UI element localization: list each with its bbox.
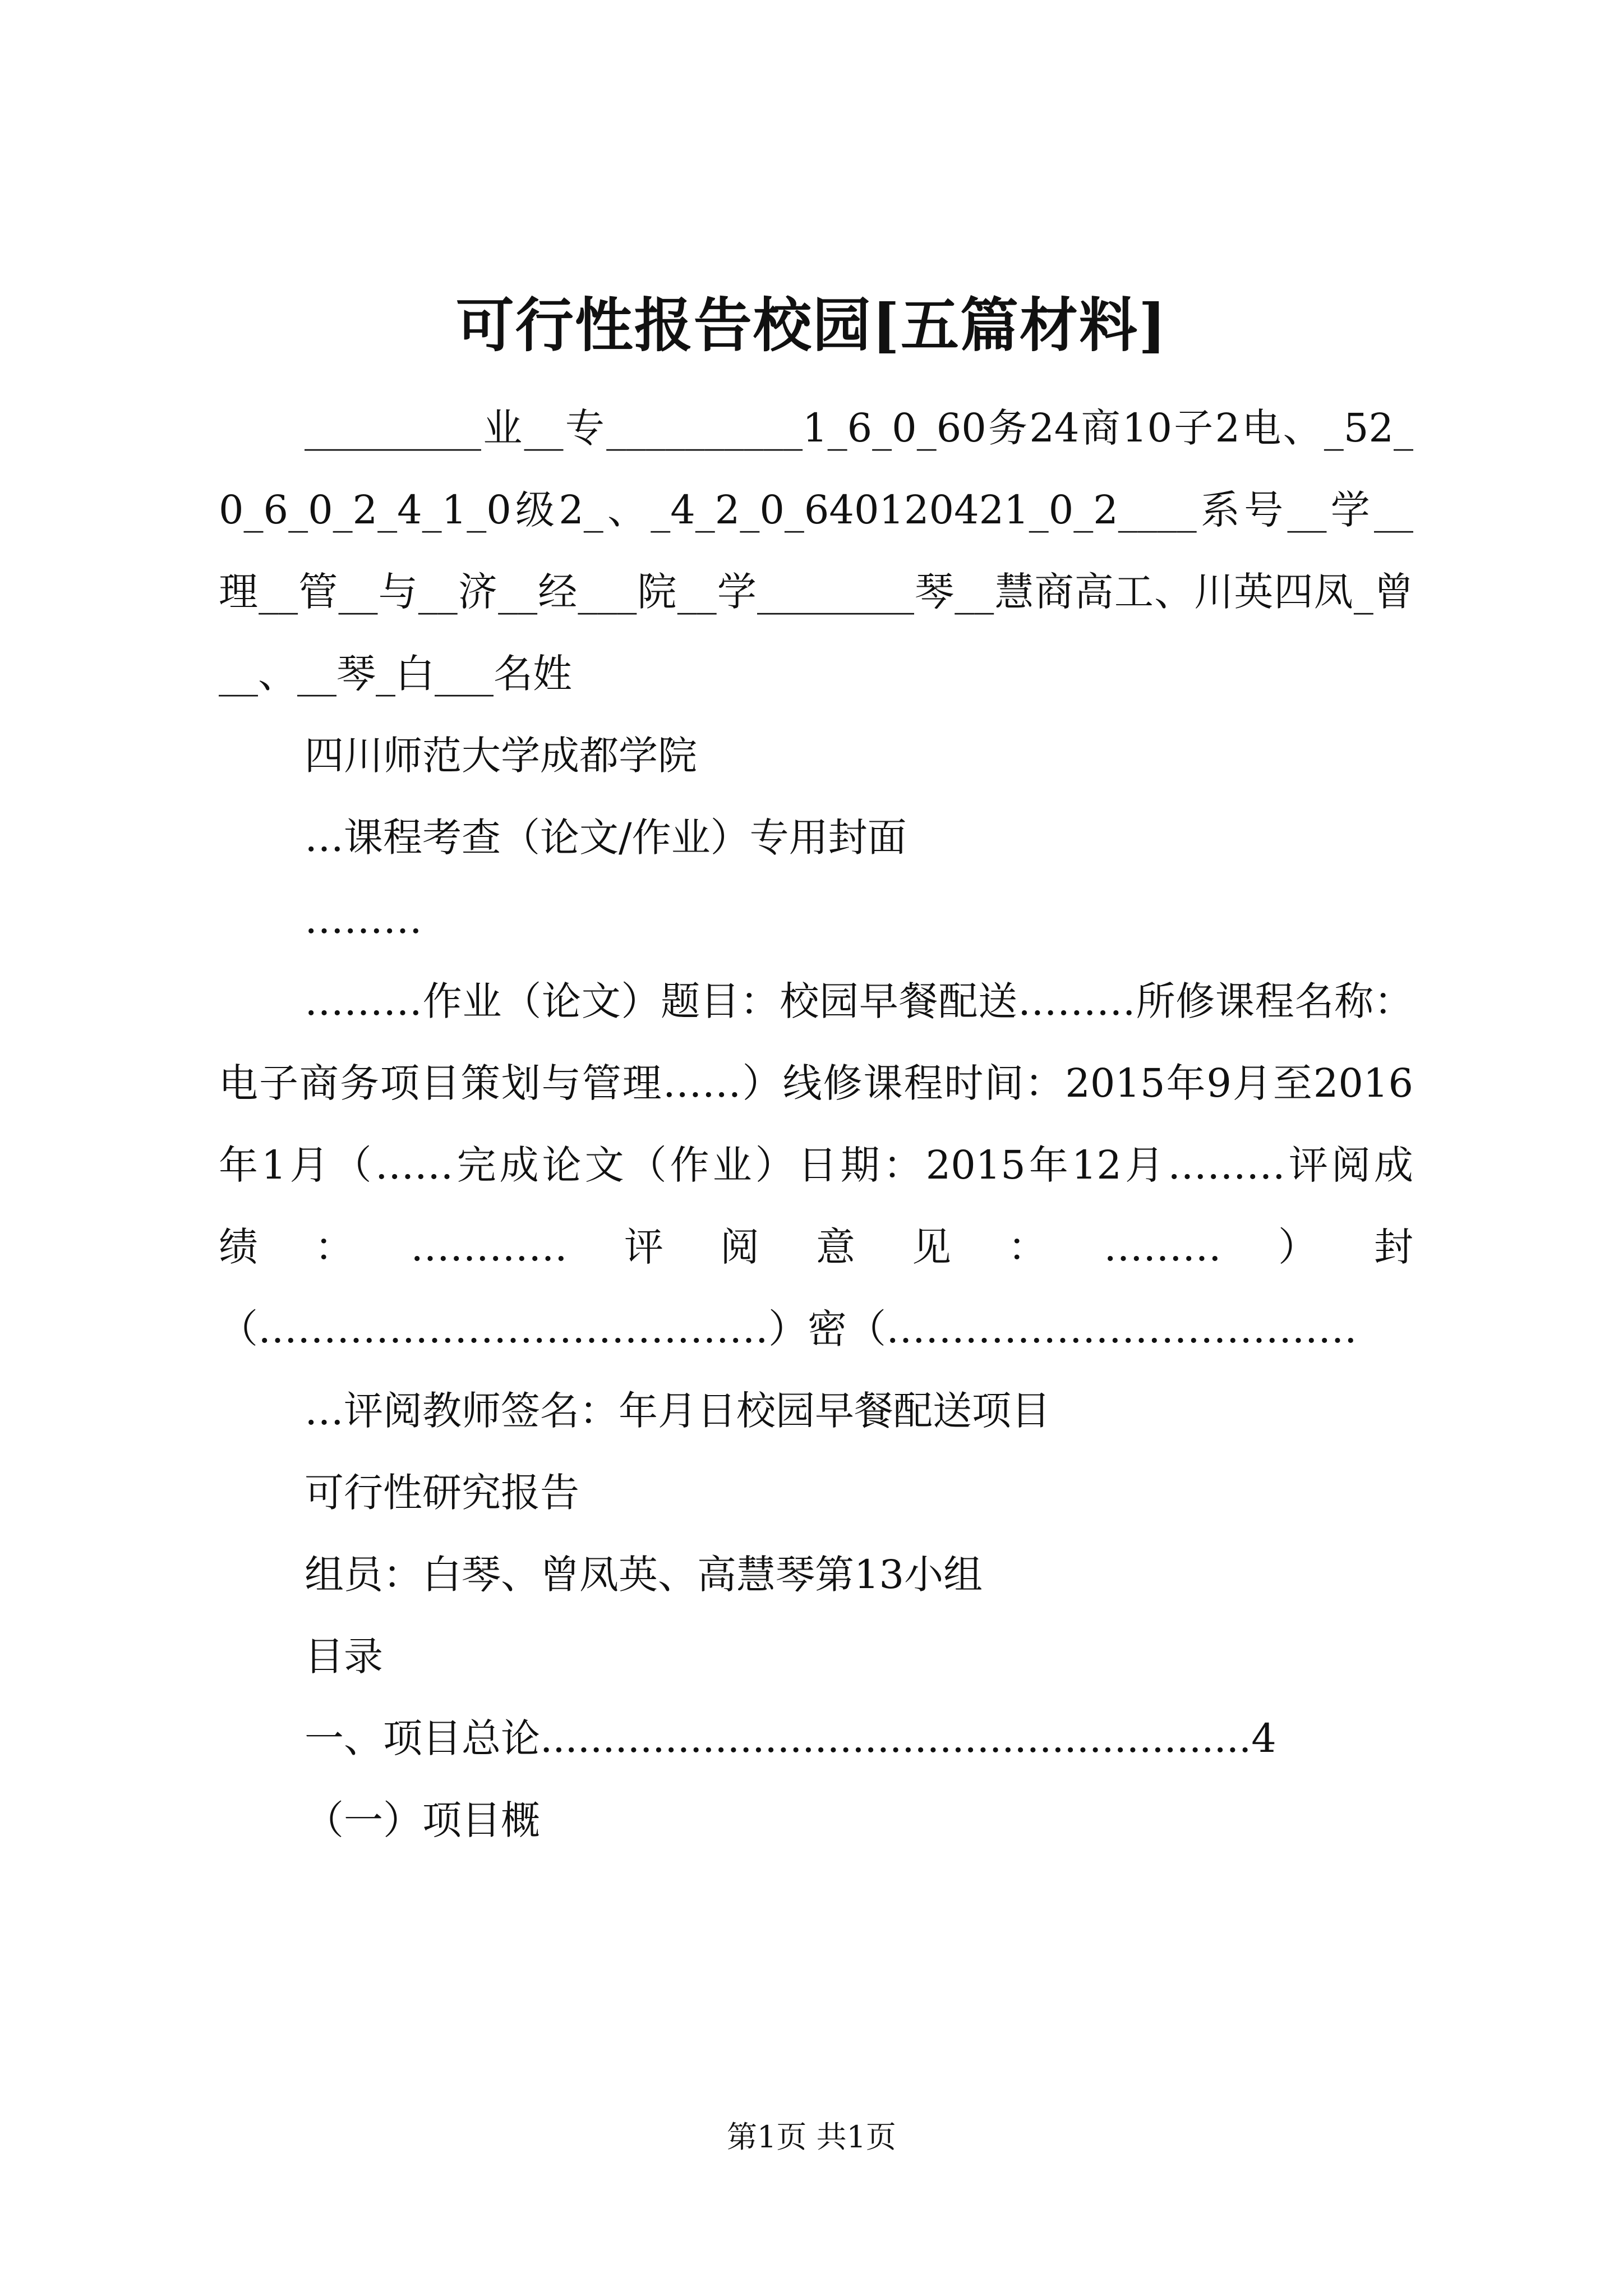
toc-entry-1-1: （一）项目概 (305, 1797, 540, 1843)
cover-heading: …课程考查（论文/作业）专用封面 (305, 815, 907, 861)
dotted-separator: ……… (305, 896, 422, 942)
course-info-paragraph: ………作业（论文）题目：校园早餐配送………所修课程名称：电子商务项目策划与管理……）线修课程时间：2015年9月至2016年1月（……完成论文（作业）日期：2015年12月………评阅成绩：…………评阅意见：………）封（…………………………………）密（……………………………… (219, 978, 1413, 1352)
student-info-paragraph: _________业__专__________1_6_0_60务24商10子2电、_52_0_6_0_2_4_1_0级2_、_4_2_0_640120421_0_2____系号__学__理__管__与__济__经___院__学________琴__慧商高工、川英四凤_曾__、__琴_白___名姓 (219, 405, 1413, 697)
teacher-signature-line: …评阅教师签名：年月日校园早餐配送项目 (305, 1388, 1050, 1434)
university-name: 四川师范大学成都学院 (305, 733, 697, 779)
document-title: 可行性报告校园[五篇材料] (455, 291, 1168, 360)
group-members: 组员：白琴、曾凤英、高慧琴第13小组 (305, 1552, 983, 1598)
document-body (219, 387, 1413, 1861)
report-subtitle: 可行性研究报告 (305, 1470, 579, 1516)
toc-entry-1: 一、项目总论.........................................................4 (305, 1715, 1276, 1761)
page-footer: 第1页 共1页 (727, 2119, 896, 2155)
toc-heading: 目录 (305, 1634, 383, 1680)
